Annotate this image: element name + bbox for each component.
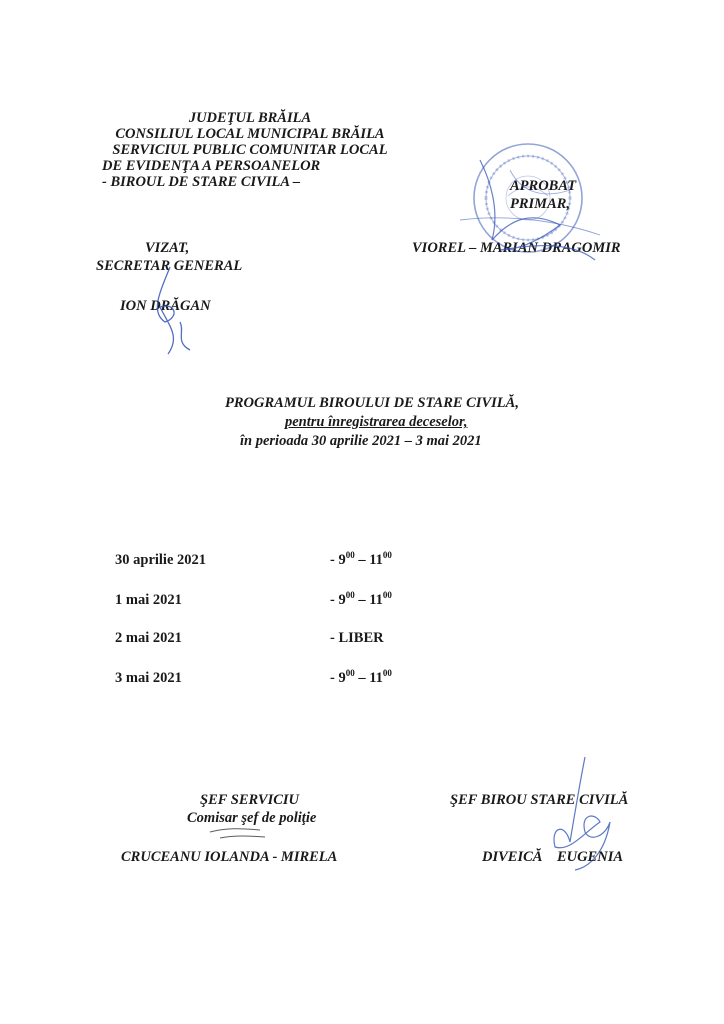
schedule-date: 1 mai 2021 [115, 592, 182, 608]
header-service: SERVICIUL PUBLIC COMUNITAR LOCAL [112, 142, 388, 158]
header-service-cont: DE EVIDENŢA A PERSOANELOR [102, 158, 321, 174]
service-head-name: CRUCEANU IOLANDA - MIRELA [121, 849, 338, 865]
mayor-signature [420, 150, 620, 270]
document-period: în perioada 30 aprilie 2021 – 3 mai 2021 [240, 433, 482, 449]
mayor-name: VIOREL – MARIAN DRAGOMIR [412, 240, 621, 256]
secretary-name: ION DRĂGAN [120, 298, 211, 314]
service-head-signature [205, 822, 285, 846]
approval-label: APROBAT [510, 178, 577, 194]
schedule-hours: - $9^{00} - 11^{00}$ [330, 590, 392, 608]
schedule-hours: - $9^{00} - 11^{00}$ [330, 550, 392, 568]
schedule-date: 3 mai 2021 [115, 670, 182, 686]
service-head-title: ŞEF SERVICIU [200, 792, 300, 808]
schedule-hours: - LIBER [330, 630, 384, 646]
office-head-name: DIVEICĂ EUGENIA [482, 849, 624, 865]
office-head-title: ŞEF BIROU STARE CIVILĂ [450, 792, 629, 808]
service-head-rank: Comisar şef de poliţie [187, 810, 317, 826]
document-subtitle: pentru înregistrarea deceselor, [285, 414, 468, 430]
header-office: - BIROUL DE STARE CIVILA – [102, 174, 301, 190]
visa-label: VIZAT, [145, 240, 190, 256]
schedule-date: 30 aprilie 2021 [115, 552, 207, 568]
institution-header [60, 110, 440, 190]
secretary-signature [140, 262, 210, 362]
document-title: PROGRAMUL BIROULUI DE STARE CIVILĂ, [225, 395, 519, 411]
visa-role: SECRETAR GENERAL [96, 258, 243, 274]
header-county: JUDEŢUL BRĂILA [188, 110, 312, 126]
schedule-date: 2 mai 2021 [115, 630, 182, 646]
header-council: CONSILIUL LOCAL MUNICIPAL BRĂILA [115, 126, 385, 142]
schedule-hours: - $9^{00} - 11^{00}$ [330, 668, 392, 686]
approval-role: PRIMAR, [510, 196, 571, 212]
